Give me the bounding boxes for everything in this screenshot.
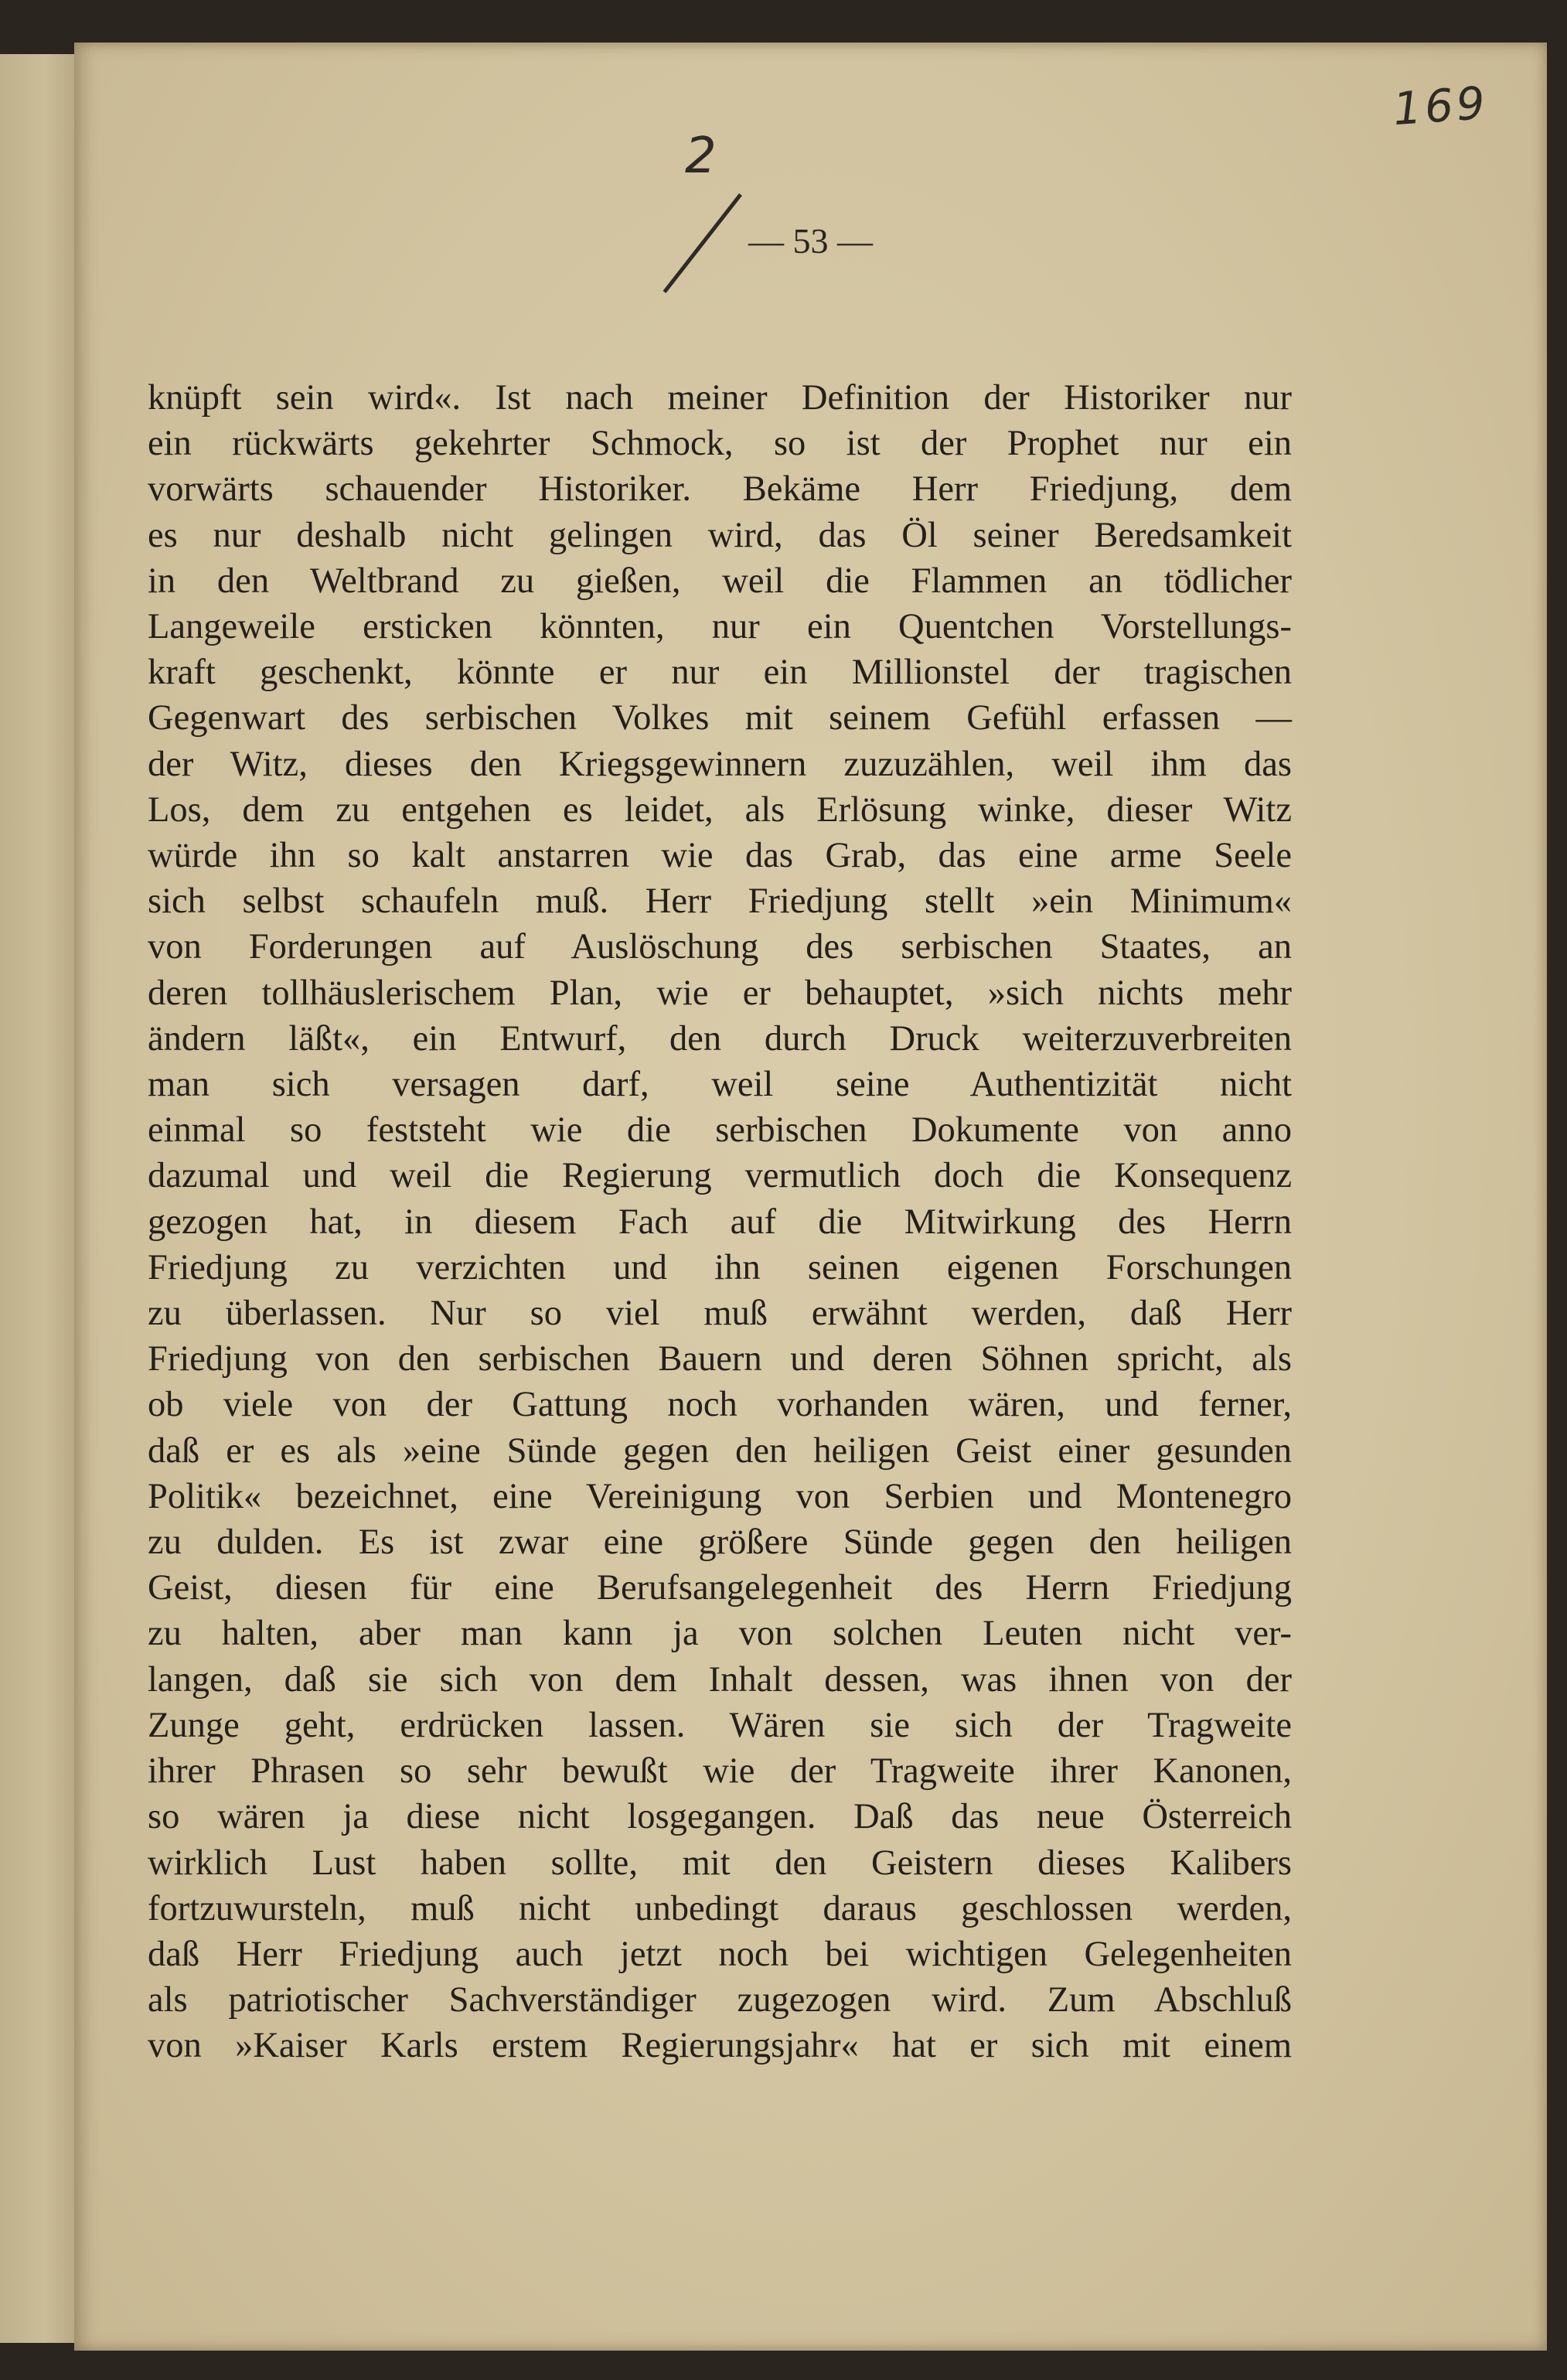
- text-line: langen, daß sie sich von dem Inhalt dessen, was ihnen von der: [148, 1659, 1292, 1700]
- text-line: einmal so feststeht wie die serbischen Dokumente von anno: [148, 1110, 1292, 1151]
- text-line: von Forderungen auf Auslöschung des serbischen Staates, an: [148, 927, 1292, 967]
- text-line: fortzuwursteln, muß nicht unbedingt daraus geschlossen werden,: [148, 1888, 1292, 1928]
- text-line: Gegenwart des serbischen Volkes mit seinem Gefühl erfassen —: [148, 698, 1292, 738]
- text-line: Zunge geht, erdrücken lassen. Wären sie sich der Tragweite: [148, 1705, 1292, 1745]
- text-line: deren tollhäuslerischem Plan, wie er behauptet, »sich nichts mehr: [148, 973, 1292, 1013]
- text-line: man sich versagen darf, weil seine Authentizität nicht: [148, 1065, 1292, 1105]
- handwritten-page-mark: 2: [685, 128, 717, 185]
- text-line: knüpft sein wird«. Ist nach meiner Definition der Historiker nur: [148, 378, 1292, 418]
- text-line: von »Kaiser Karls erstem Regierungsjahr« hat er sich mit einem: [148, 2026, 1292, 2066]
- text-line: Friedjung von den serbischen Bauern und deren Söhnen spricht, als: [148, 1339, 1292, 1379]
- previous-page-edge: [0, 54, 77, 2343]
- text-line: zu halten, aber man kann ja von solchen Leuten nicht ver-: [148, 1614, 1292, 1654]
- text-line: als patriotischer Sachverständiger zugezogen wird. Zum Abschluß: [148, 1980, 1292, 2020]
- text-line: so wären ja diese nicht losgegangen. Daß das neue Österreich: [148, 1797, 1292, 1837]
- text-line: Langeweile ersticken könnten, nur ein Quentchen Vorstellungs-: [148, 607, 1292, 647]
- text-line: sich selbst schaufeln muß. Herr Friedjung stellt »ein Minimum«: [148, 881, 1292, 922]
- text-line: würde ihn so kalt anstarren wie das Grab, das eine arme Seele: [148, 836, 1292, 876]
- text-line: ihrer Phrasen so sehr bewußt wie der Tragweite ihrer Kanonen,: [148, 1751, 1292, 1792]
- text-line: zu überlassen. Nur so viel muß erwähnt werden, daß Herr: [148, 1294, 1292, 1334]
- text-line: Politik« bezeichnet, eine Vereinigung von Serbien und Montenegro: [148, 1476, 1292, 1516]
- text-line: ein rückwärts gekehrter Schmock, so ist der Prophet nur ein: [148, 424, 1292, 464]
- text-line: wirklich Lust haben sollte, mit den Geistern dieses Kalibers: [148, 1843, 1292, 1883]
- text-line: ändern läßt«, ein Entwurf, den durch Druck weiterzuverbreiten: [148, 1018, 1292, 1059]
- text-line: in den Weltbrand zu gießen, weil die Flammen an tödlicher: [148, 561, 1292, 601]
- text-line: vorwärts schauender Historiker. Bekäme Herr Friedjung, dem: [148, 469, 1292, 510]
- text-line: zu dulden. Es ist zwar eine größere Sünde gegen den heiligen: [148, 1522, 1292, 1563]
- folio-number: 169: [1392, 76, 1490, 136]
- text-line: dazumal und weil die Regierung vermutlich doch die Konsequenz: [148, 1156, 1292, 1196]
- text-line: Los, dem zu entgehen es leidet, als Erlösung winke, dieser Witz: [148, 789, 1292, 830]
- text-line: es nur deshalb nicht gelingen wird, das Öl seiner Beredsamkeit: [148, 515, 1292, 555]
- text-line: daß er es als »eine Sünde gegen den heiligen Geist einer gesunden: [148, 1430, 1292, 1471]
- text-line: Geist, diesen für eine Berufsangelegenheit des Herrn Friedjung: [148, 1568, 1292, 1608]
- text-line: gezogen hat, in diesem Fach auf die Mitwirkung des Herrn: [148, 1202, 1292, 1242]
- text-line: ob viele von der Gattung noch vorhanden wären, und ferner,: [148, 1385, 1292, 1425]
- book-page: [74, 43, 1547, 2351]
- body-text: [148, 375, 1292, 2069]
- text-line: kraft geschenkt, könnte er nur ein Millionstel der tragischen: [148, 653, 1292, 693]
- text-line: Friedjung zu verzichten und ihn seinen eigenen Forschungen: [148, 1247, 1292, 1287]
- text-line: daß Herr Friedjung auch jetzt noch bei wichtigen Gelegenheiten: [148, 1934, 1292, 1974]
- page-number: — 53 —: [748, 221, 873, 261]
- text-line: der Witz, dieses den Kriegsgewinnern zuzuzählen, weil ihm das: [148, 744, 1292, 784]
